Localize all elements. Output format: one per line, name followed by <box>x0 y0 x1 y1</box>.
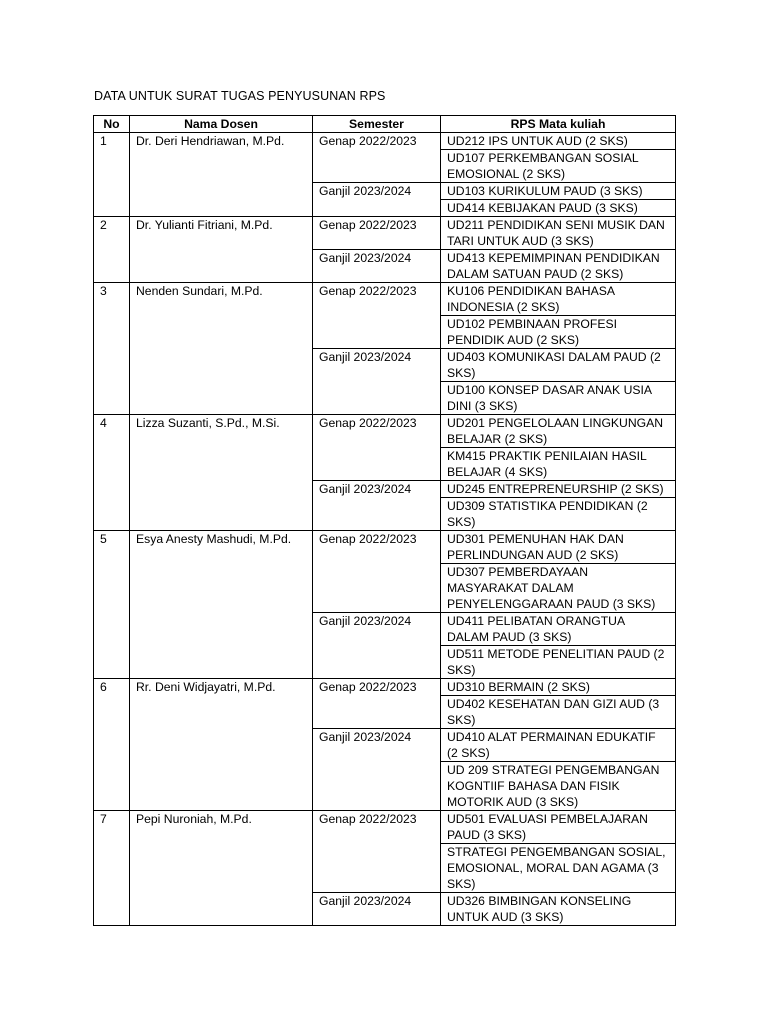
course-cell: UD414 KEBIJAKAN PAUD (3 SKS) <box>441 200 676 217</box>
course-cell: UD211 PENDIDIKAN SENI MUSIK DAN TARI UNTUK AUD (3 SKS) <box>441 217 676 250</box>
course-cell: UD410 ALAT PERMAINAN EDUKATIF (2 SKS) <box>441 729 676 762</box>
course-cell: UD326 BIMBINGAN KONSELING UNTUK AUD (3 SKS) <box>441 893 676 926</box>
course-cell: UD212 IPS UNTUK AUD (2 SKS) <box>441 133 676 150</box>
course-cell: UD100 KONSEP DASAR ANAK USIA DINI (3 SKS) <box>441 382 676 415</box>
semester-cell: Genap 2022/2023 <box>313 531 441 613</box>
semester-cell: Genap 2022/2023 <box>313 217 441 250</box>
course-cell: UD301 PEMENUHAN HAK DAN PERLINDUNGAN AUD (2 SKS) <box>441 531 676 564</box>
semester-cell: Ganjil 2023/2024 <box>313 729 441 811</box>
course-cell: UD402 KESEHATAN DAN GIZI AUD (3 SKS) <box>441 696 676 729</box>
course-cell: UD201 PENGELOLAAN LINGKUNGAN BELAJAR (2 SKS) <box>441 415 676 448</box>
lecturer-number: 2 <box>94 217 130 283</box>
course-cell: UD511 METODE PENELITIAN PAUD (2 SKS) <box>441 646 676 679</box>
course-cell: UD245 ENTREPRENEURSHIP (2 SKS) <box>441 481 676 498</box>
course-cell: UD501 EVALUASI PEMBELAJARAN PAUD (3 SKS) <box>441 811 676 844</box>
table-row <box>94 415 676 448</box>
course-cell: UD102 PEMBINAAN PROFESI PENDIDIK AUD (2 SKS) <box>441 316 676 349</box>
course-cell: UD413 KEPEMIMPINAN PENDIDIKAN DALAM SATUAN PAUD (2 SKS) <box>441 250 676 283</box>
course-cell: UD103 KURIKULUM PAUD (3 SKS) <box>441 183 676 200</box>
course-cell: UD310 BERMAIN (2 SKS) <box>441 679 676 696</box>
course-cell: STRATEGI PENGEMBANGAN SOSIAL, EMOSIONAL, MORAL DAN AGAMA (3 SKS) <box>441 844 676 893</box>
semester-cell: Ganjil 2023/2024 <box>313 349 441 415</box>
lecturer-name: Dr. Deri Hendriawan, M.Pd. <box>130 133 313 217</box>
course-cell: UD309 STATISTIKA PENDIDIKAN (2 SKS) <box>441 498 676 531</box>
semester-cell: Genap 2022/2023 <box>313 415 441 481</box>
lecturer-name: Nenden Sundari, M.Pd. <box>130 283 313 415</box>
header-semester: Semester <box>313 116 441 133</box>
rps-assignment-table <box>93 115 676 926</box>
course-cell: UD107 PERKEMBANGAN SOSIAL EMOSIONAL (2 SKS) <box>441 150 676 183</box>
course-cell: UD307 PEMBERDAYAAN MASYARAKAT DALAM PENYELENGGARAAN PAUD (3 SKS) <box>441 564 676 613</box>
header-nama-dosen: Nama Dosen <box>130 116 313 133</box>
course-cell: KU106 PENDIDIKAN BAHASA INDONESIA (2 SKS) <box>441 283 676 316</box>
semester-cell: Ganjil 2023/2024 <box>313 250 441 283</box>
header-rps-mata-kuliah: RPS Mata kuliah <box>441 116 676 133</box>
table-row <box>94 133 676 150</box>
table-body <box>94 133 676 926</box>
lecturer-name: Dr. Yulianti Fitriani, M.Pd. <box>130 217 313 283</box>
semester-cell: Genap 2022/2023 <box>313 679 441 729</box>
course-cell: KM415 PRAKTIK PENILAIAN HASIL BELAJAR (4 SKS) <box>441 448 676 481</box>
course-cell: UD 209 STRATEGI PENGEMBANGAN KOGNTIIF BAHASA DAN FISIK MOTORIK AUD (3 SKS) <box>441 762 676 811</box>
semester-cell: Ganjil 2023/2024 <box>313 613 441 679</box>
lecturer-name: Pepi Nuroniah, M.Pd. <box>130 811 313 926</box>
document-title: DATA UNTUK SURAT TUGAS PENYUSUNAN RPS <box>94 89 386 103</box>
table-row <box>94 679 676 696</box>
lecturer-number: 7 <box>94 811 130 926</box>
header-no: No <box>94 116 130 133</box>
table-row <box>94 531 676 564</box>
course-cell: UD411 PELIBATAN ORANGTUA DALAM PAUD (3 SKS) <box>441 613 676 646</box>
lecturer-number: 6 <box>94 679 130 811</box>
course-cell: UD403 KOMUNIKASI DALAM PAUD (2 SKS) <box>441 349 676 382</box>
semester-cell: Ganjil 2023/2024 <box>313 481 441 531</box>
semester-cell: Ganjil 2023/2024 <box>313 183 441 217</box>
table-header-row <box>94 116 676 133</box>
lecturer-number: 4 <box>94 415 130 531</box>
semester-cell: Genap 2022/2023 <box>313 811 441 893</box>
lecturer-number: 1 <box>94 133 130 217</box>
lecturer-number: 5 <box>94 531 130 679</box>
table-row <box>94 811 676 844</box>
lecturer-number: 3 <box>94 283 130 415</box>
semester-cell: Genap 2022/2023 <box>313 133 441 183</box>
lecturer-name: Rr. Deni Widjayatri, M.Pd. <box>130 679 313 811</box>
lecturer-name: Lizza Suzanti, S.Pd., M.Si. <box>130 415 313 531</box>
semester-cell: Genap 2022/2023 <box>313 283 441 349</box>
lecturer-name: Esya Anesty Mashudi, M.Pd. <box>130 531 313 679</box>
table-row <box>94 283 676 316</box>
table-row <box>94 217 676 250</box>
semester-cell: Ganjil 2023/2024 <box>313 893 441 926</box>
